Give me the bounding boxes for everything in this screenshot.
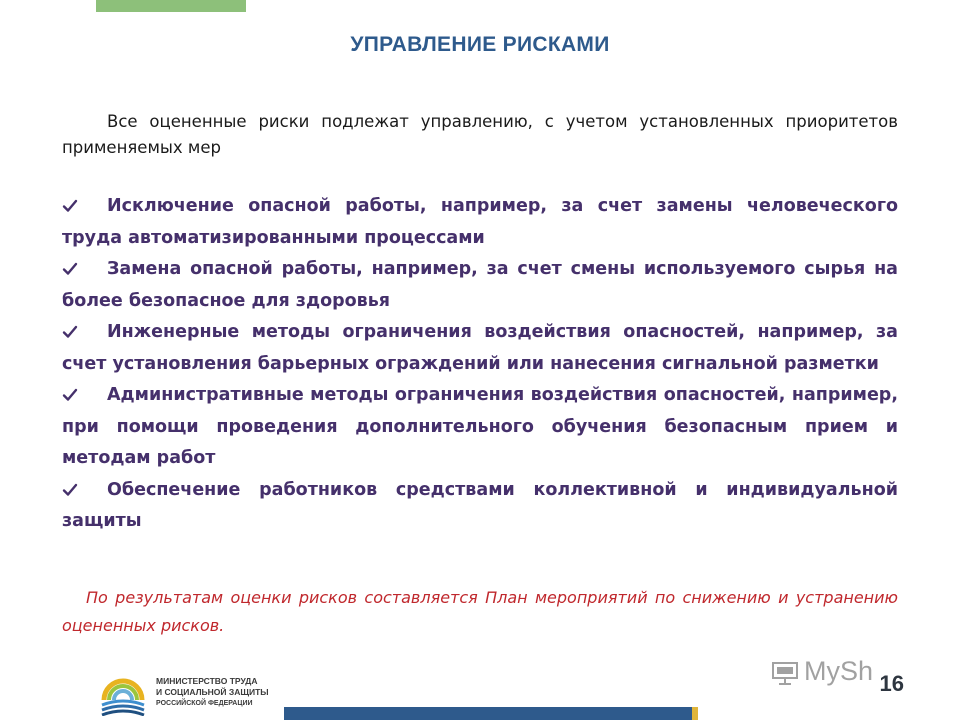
ministry-name xyxy=(156,676,286,709)
watermark xyxy=(770,656,873,687)
page-number: 16 xyxy=(879,671,904,696)
top-accent-bar xyxy=(96,0,246,12)
measure-text: Замена опасной работы, например, за счет смены используемого сырья на более безопасное для здоровья xyxy=(62,259,898,311)
checkmark-icon xyxy=(62,482,78,498)
ministry-line: РОССИЙСКОЙ ФЕДЕРАЦИИ xyxy=(156,700,253,707)
measure-text: Исключение опасной работы, например, за счет замены человеческого труда автоматизированными процессами xyxy=(62,196,898,248)
checkmark-icon xyxy=(62,261,78,277)
ministry-line: И СОЦИАЛЬНОЙ ЗАЩИТЫ xyxy=(156,687,269,697)
measure-item xyxy=(62,317,898,380)
presentation-icon xyxy=(770,657,800,687)
measure-item xyxy=(62,475,898,538)
checkmark-icon xyxy=(62,324,78,340)
footer-accent-bar xyxy=(284,707,692,720)
measure-item xyxy=(62,191,898,254)
measure-item xyxy=(62,380,898,475)
measure-text: Инженерные методы ограничения воздействия опасностей, например, за счет установления барьерных ограждений или нанесения сигнальной разметки xyxy=(62,322,898,374)
measure-text: Обеспечение работников средствами коллективной и индивидуальной защиты xyxy=(62,479,898,531)
ministry-line: МИНИСТЕРСТВО ТРУДА xyxy=(156,676,258,686)
slide-title: УПРАВЛЕНИЕ РИСКАМИ xyxy=(350,33,610,56)
measure-text: Административные методы ограничения воздействия опасностей, например, при помощи проведения дополнительного обучения безопасным прием и методам работ xyxy=(62,385,898,468)
conclusion-note: По результатам оценки рисков составляется План мероприятий по снижению и устранению оцененных рисков. xyxy=(62,588,898,635)
ministry-sun-logo-icon xyxy=(98,666,148,716)
intro-paragraph: Все оцененные риски подлежат управлению, с учетом установленных приоритетов применяемых мер xyxy=(62,112,898,157)
measure-item xyxy=(62,254,898,317)
measures-list xyxy=(62,191,898,538)
ministry-logo xyxy=(96,662,281,718)
checkmark-icon xyxy=(62,198,78,214)
checkmark-icon xyxy=(62,387,78,403)
footer-accent-bar-end xyxy=(692,707,698,720)
watermark-text: MySh xyxy=(804,656,874,686)
